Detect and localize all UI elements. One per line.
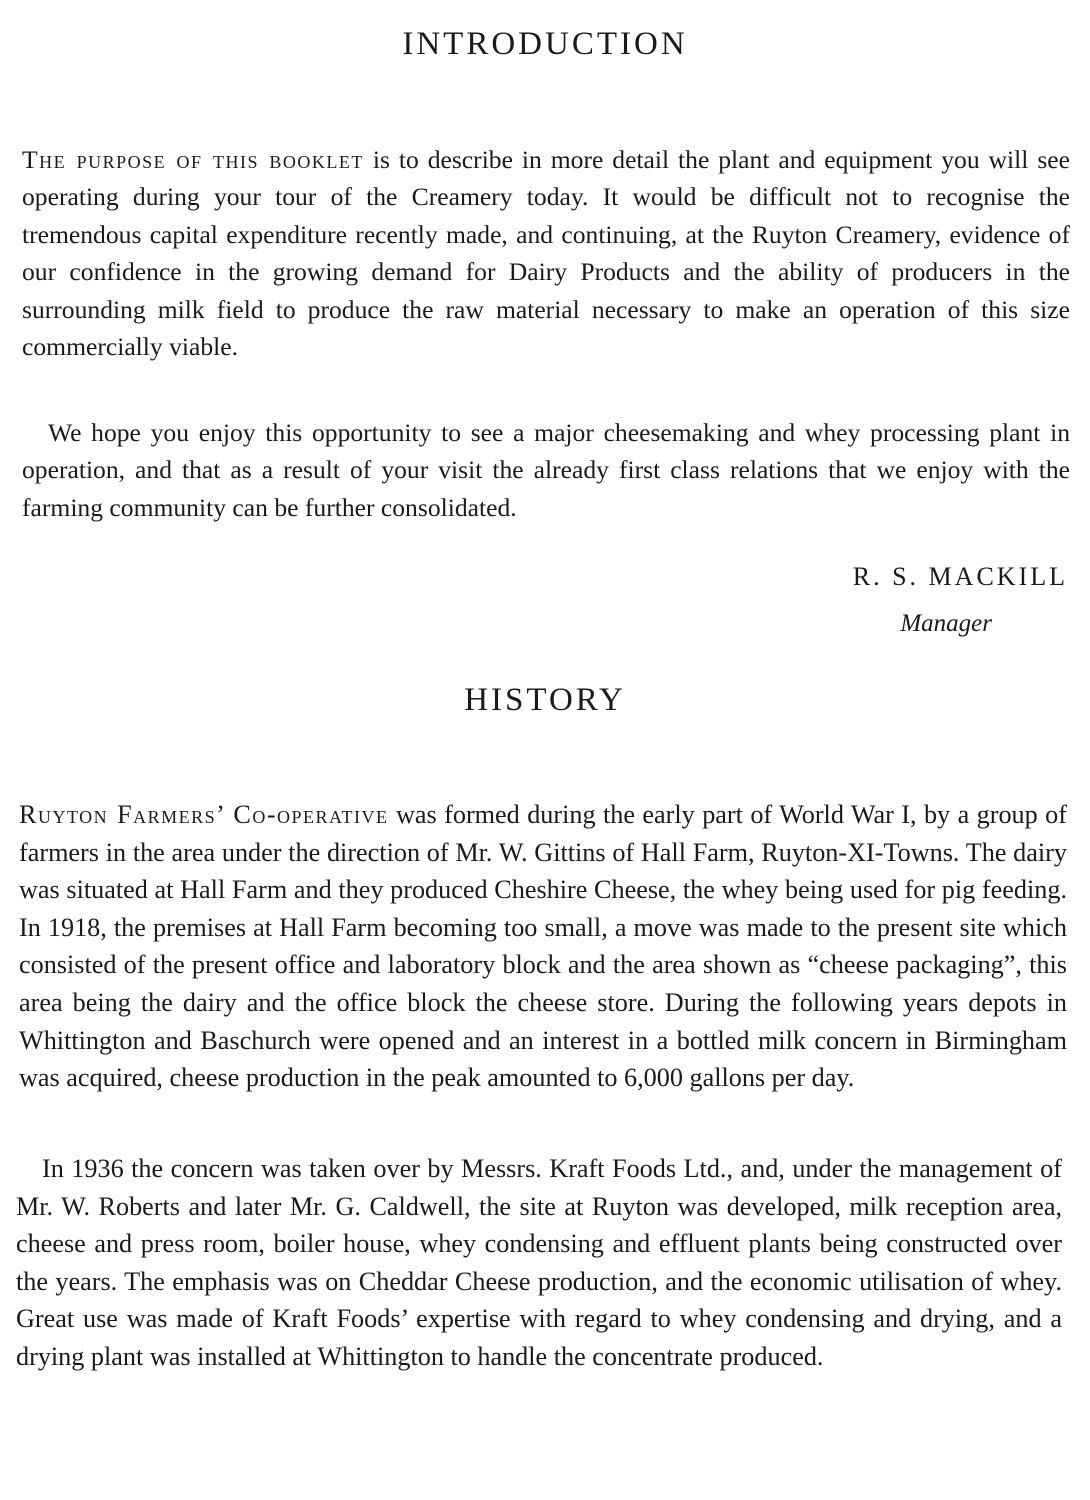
introduction-heading: INTRODUCTION — [402, 26, 688, 62]
signature-name: R. S. MACKILL — [852, 562, 1068, 591]
introduction-paragraph-1 — [22, 141, 1070, 365]
signature-title: Manager — [900, 610, 992, 637]
history-paragraph-1-text: was formed during the early part of World War I, by a group of farmers in the area under the direction of Mr. W. Gittins of Hall Farm, Ruyton-XI-Towns. The dairy was situated at Hall Farm and they produced Cheshire Cheese, the whey being used for pig feeding. In 1918, the premises at Hall Farm becoming too small, a move was made to the present site which consisted of the present office and laboratory block and the area shown as “cheese packaging”, this area being the dairy and the office block the cheese store. During the following years depots in Whittington and Baschurch were opened and an interest in a bottled milk concern in Birmingham was acquired, cheese production in the peak amounted to 6,000 gallons per day. — [19, 800, 1067, 1093]
history-paragraph-2 — [16, 1150, 1062, 1376]
history-paragraph-1 — [19, 796, 1067, 1097]
introduction-paragraph-1-text: is to describe in more detail the plant and equipment you will see operating during your tour of the Creamery today. It would be difficult not to recognise the tremendous capital expenditure recently made, and continuing, at the Ruyton Creamery, evidence of our confidence in the growing demand for Dairy Products and the ability of producers in the surrounding milk field to produce the raw material necessary to make an operation of this size commercially viable. — [22, 145, 1070, 362]
introduction-paragraph-2 — [22, 414, 1070, 526]
history-lead-in: Ruyton Farmers’ Co-operative — [19, 800, 389, 829]
introduction-lead-in: The purpose of this booklet — [22, 145, 364, 174]
introduction-paragraph-2-text: We hope you enjoy this opportunity to see a major cheesemaking and whey processing plant in operation, and that as a result of your visit the already first class relations that we enjoy with the farming community can be further consolidated. — [22, 418, 1070, 522]
history-paragraph-2-text: In 1936 the concern was taken over by Messrs. Kraft Foods Ltd., and, under the management of Mr. W. Roberts and later Mr. G. Caldwell, the site at Ruyton was developed, milk reception area, cheese and press room, boiler house, whey condensing and effluent plants being constructed over the years. The emphasis was on Cheddar Cheese production, and the economic utilisation of whey. Great use was made of Kraft Foods’ expertise with regard to whey condensing and drying, and a drying plant was installed at Whittington to handle the concentrate produced. — [16, 1154, 1062, 1371]
history-heading: HISTORY — [464, 682, 626, 718]
